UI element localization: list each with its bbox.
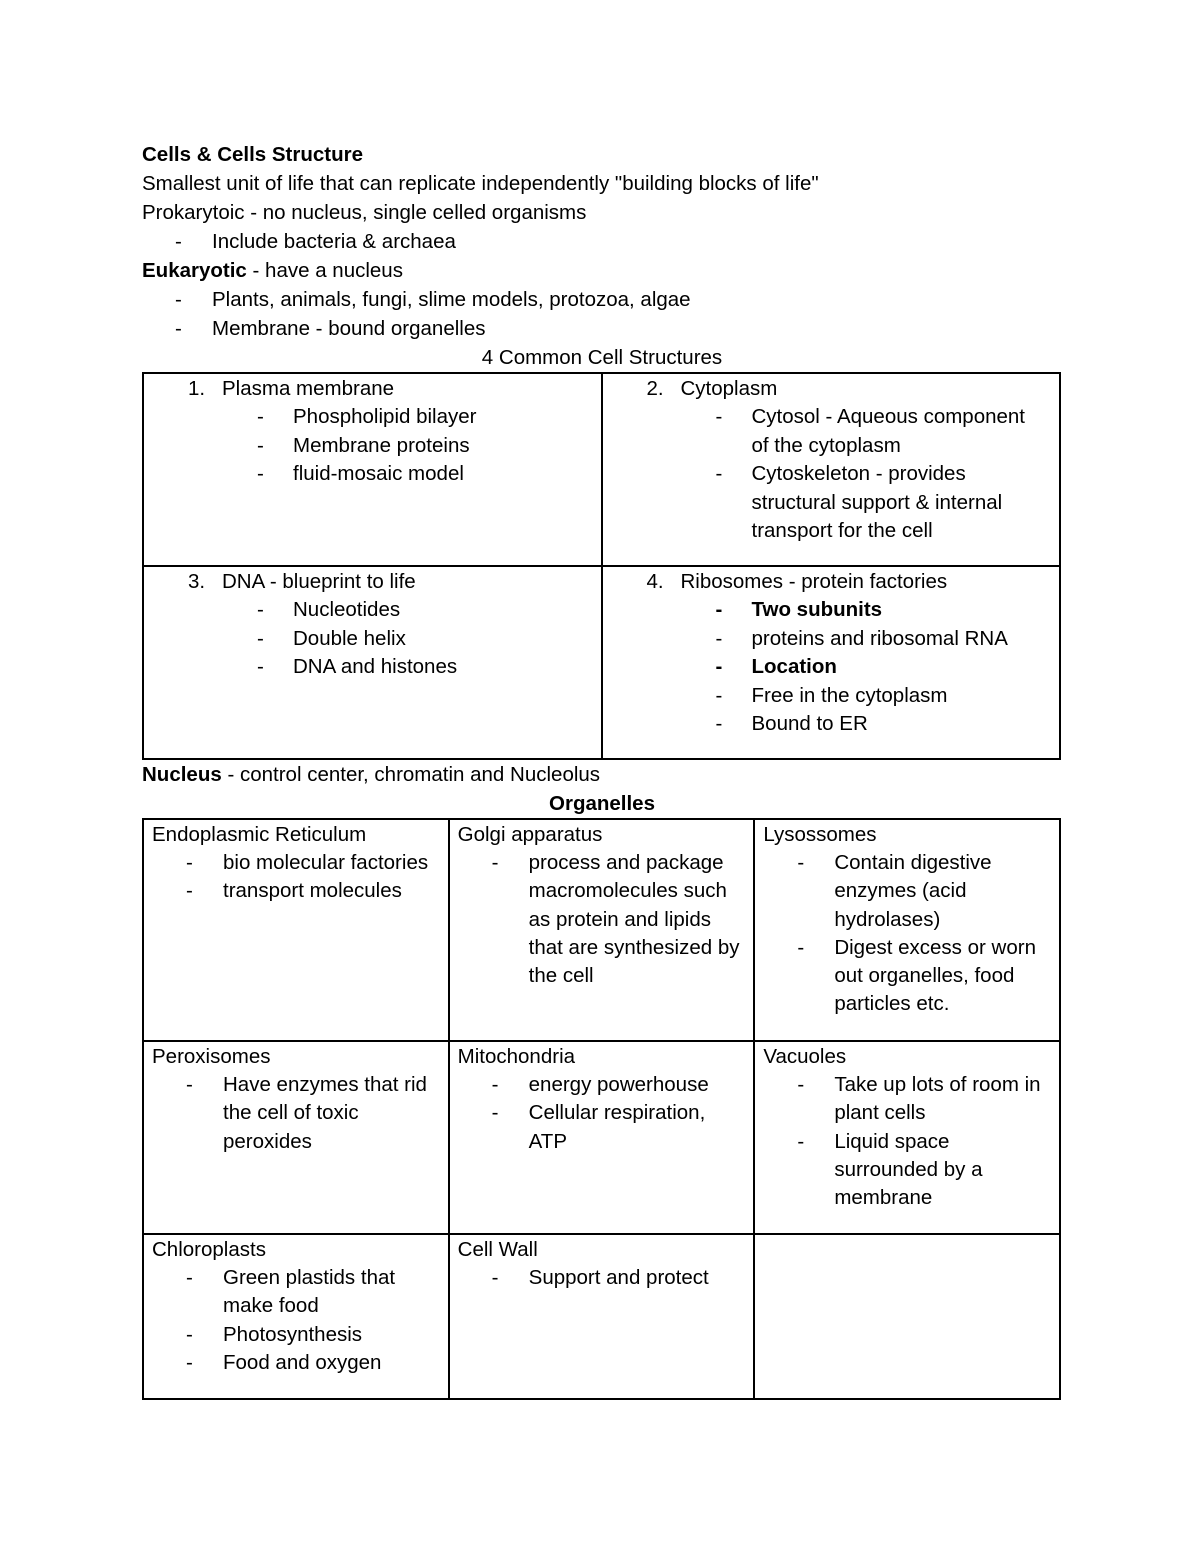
eukaryotic-bullet: - Plants, animals, fungi, slime models, protozoa, algae	[175, 288, 691, 311]
organelle-cell: Peroxisomes - Have enzymes that rid the cell of toxic peroxides	[143, 1041, 449, 1234]
structure-cell: 1. Plasma membrane - Phospholipid bilayer - Membrane proteins - fluid-mosaic model	[143, 373, 602, 566]
eukaryotic-line: Eukaryotic - have a nucleus	[142, 259, 403, 282]
nucleus-line: Nucleus - control center, chromatin and Nucleolus	[142, 763, 601, 786]
common-structures-title: 4 Common Cell Structures	[481, 346, 723, 369]
organelle-cell: Endoplasmic Reticulum - bio molecular factories - transport molecules	[143, 819, 449, 1041]
organelles-table	[142, 818, 1061, 1400]
nucleus-term: Nucleus	[142, 763, 222, 786]
organelle-cell: Mitochondria - energy powerhouse - Cellular respiration, ATP	[449, 1041, 755, 1234]
empty-cell	[754, 1234, 1060, 1399]
structure-cell: 4. Ribosomes - protein factories - Two subunits - proteins and ribosomal RNA - Location - Free in the cytoplasm - Bound to ER	[602, 566, 1061, 759]
page-title: Cells & Cells Structure	[142, 143, 364, 166]
organelle-cell: Cell Wall - Support and protect	[449, 1234, 755, 1399]
structure-cell: 3. DNA - blueprint to life - Nucleotides - Double helix - DNA and histones	[143, 566, 602, 759]
organelle-cell: Vacuoles - Take up lots of room in plant cells - Liquid space surrounded by a membrane	[754, 1041, 1060, 1234]
intro-line: Smallest unit of life that can replicate independently "building blocks of life"	[142, 172, 819, 195]
prokaryotic-bullet: - Include bacteria & archaea	[175, 230, 456, 253]
eukaryotic-bullet: - Membrane - bound organelles	[175, 317, 486, 340]
common-structures-table	[142, 372, 1061, 760]
document-page	[142, 140, 1062, 1400]
organelles-title: Organelles	[549, 792, 655, 815]
organelle-cell: Chloroplasts - Green plastids that make food - Photosynthesis - Food and oxygen	[143, 1234, 449, 1399]
structure-cell: 2. Cytoplasm - Cytosol - Aqueous component of the cytoplasm - Cytoskeleton - provides structural support & internal transport for the cell	[602, 373, 1061, 566]
organelle-cell: Lysossomes - Contain digestive enzymes (acid hydrolases) - Digest excess or worn out organelles, food particles etc.	[754, 819, 1060, 1041]
organelle-cell: Golgi apparatus - process and package macromolecules such as protein and lipids that are synthesized by the cell	[449, 819, 755, 1041]
prokaryotic-line: Prokarytoic - no nucleus, single celled organisms	[142, 201, 587, 224]
eukaryotic-term: Eukaryotic	[142, 259, 247, 282]
